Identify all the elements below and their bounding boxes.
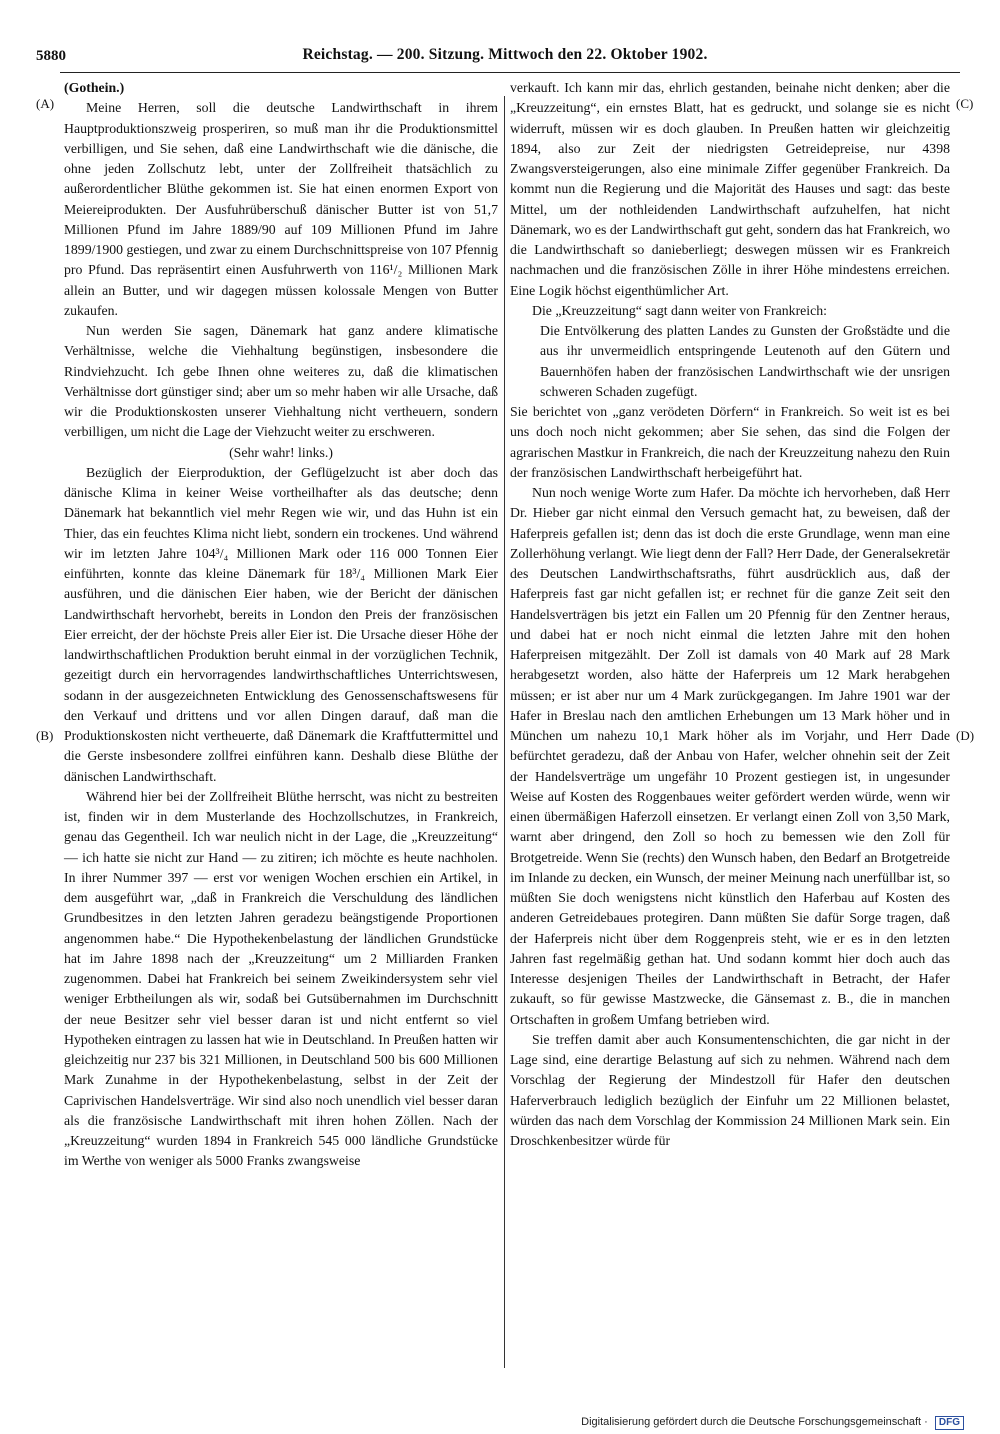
interjection: (Sehr wahr! links.)	[229, 444, 333, 460]
block-quote: Die Entvölkerung des platten Landes zu Gunsten der Großstädte und die aus ihr unvermeidlich entspringende Leutenoth auf den Gütern und Bauernhöfen haben der französischen Landwirthschaft wie der unsrigen schweren Schaden zugefügt.	[540, 323, 950, 399]
page-number: 5880	[36, 48, 66, 64]
right-column	[510, 78, 950, 1151]
paragraph: Meine Herren, soll die deutsche Landwirthschaft in ihrem Hauptproduktionszweig prosperiren, so muß man ihr die Produktionsmittel verbilligen, und Sie sehen, daß eine Landwirthschaft wie die dänische, die ohne jeden Zollschutz lebt, unter der Zollfreiheit thatsächlich zu außerordentlicher Blüthe gekommen ist. Sie hat einen enormen Export von Meiereiprodukten. Der Ausfuhrüberschuß dänischer Butter ist von 51,7 Millionen Pfund im Jahre 1889/90 auf 109 Millionen Pfund im Jahre 1899/1900 gestiegen, und zwar zu einem Durchschnittspreise von 107 Pfennig pro Pfund. Das repräsentirt einen Ausfuhrwerth von 116¹/₂ Millionen Mark allein an Butter, und wir dagegen müssen kolossale Mengen von Butter zukaufen.	[64, 100, 498, 318]
margin-mark-c: (C)	[956, 96, 974, 111]
margin-mark-b: (B)	[36, 728, 54, 743]
column-divider	[504, 96, 505, 1368]
running-head: Reichstag. — 200. Sitzung. Mittwoch den 22. Oktober 1902.	[302, 46, 708, 63]
paragraph: Während hier bei der Zollfreiheit Blüthe herrscht, was nicht zu bestreiten ist, finden wir in dem Musterlande des Hochzollschutzes, in Frankreich, genau das Gegentheil. Ich war neulich nicht in der Lage, die „Kreuzzeitung“ — ich hatte sie nicht zur Hand — zu zitiren; ich möchte es heute nachholen. In ihrer Nummer 397 — erst vor wenigen Wochen erschien ein Artikel, in dem ausgeführt war, „daß in Frankreich die Verschuldung des ländlichen Grundbesitzes in den letzten Jahren geradezu beängstigende Proportionen angenommen habe.“ Die Hypothekenbelastung der ländlichen Grundstücke hat im Jahre 1898 nach der „Kreuzzeitung“ um 2 Milliarden Franken zugenommen. Dabei hat Frankreich bei seinem Zweikindersystem sehr viel weniger Erbtheilungen als wir, sodaß bei Gutsübernahmen im Durchschnitt der neue Besitzer sehr viel besser daran ist und nicht entfernt so viel Hypotheken eintragen zu lassen hat wie in Deutschland. In Preußen hatten wir gleichzeitig nur 237 bis 321 Millionen, in Deutschland 500 bis 600 Millionen Mark Zunahme in der Hypothekenbelastung, selbst in der Zeit der Caprivischen Handelsverträge. Wir sind also noch unendlich viel besser daran als die französische Landwirthschaft mit ihren hohen Zöllen. Nach der „Kreuzzeitung“ wurden 1894 in Frankreich 545 000 ländliche Grundstücke im Werthe von weniger als 5000 Franks zwangsweise	[64, 788, 498, 1169]
margin-mark-a: (A)	[36, 96, 55, 111]
paragraph: Die „Kreuzzeitung“ sagt dann weiter von Frankreich:	[532, 302, 827, 318]
left-column	[64, 78, 498, 1172]
header-rule	[60, 72, 960, 73]
margin-mark-d: (D)	[956, 728, 975, 743]
paragraph: Bezüglich der Eierproduktion, der Geflügelzucht ist aber doch das dänische Klima in keiner Weise vortheilhafter als das deutsche; denn Dänemark hat bekanntlich viel mehr Regen wie wir, und das Huhn ist ein Thier, das ein feuchtes Klima nicht liebt, sondern ein trockenes. Und während wir im letzten Jahre 104³/₄ Millionen Mark oder 116 000 Tonnen Eier einführten, konnte das kleine Dänemark für 18³/₄ Millionen Mark Eier ausführen, und die dänischen Eier haben, wie der Bericht der dänischen Landwirthschaft hervorhebt, bereits in London den Preis der französischen Eier erreicht, der der höchste Preis aller Eier ist. Die Ursache dieser Höhe der landwirthschaftlichen Produktion beruht einmal in der vorzüglichen Technik, gezeitigt durch ein hervorragendes landwirthschaftliches Unterrichtswesen, sodann in der ausgezeichneten Entwicklung des Genossenschaftswesens für den Verkauf und drittens und vor allen Dingen darauf, daß man die Produktionskosten nicht vertheuerte, daß Dänemark die Kraftfuttermittel und die Gerste insbesondere zollfrei einführen kann. Deshalb diese Blüthe der dänischen Landwirthschaft.	[64, 464, 498, 784]
paragraph: verkauft. Ich kann mir das, ehrlich gestanden, beinahe nicht denken; aber die „Kreuzzeitung“, ein ernstes Blatt, hat es gedruckt, und solange sie es nicht widerruft, müssen wir es doch glauben. In Preußen hatten wir gleichzeitig 1894, also zur Zeit der niedrigsten Getreidepreise, nur 4398 Zwangsversteigerungen, also eine minimale Ziffer gegenüber Frankreich. Da kommt nun die Regierung und die Majorität des Hauses und sagt: das beste Mittel, um der nothleidenden Landwirthschaft aufzuhelfen, hat nicht Dänemark, wo es der Landwirthschaft gut geht, sondern das hat Frankreich, wo die Landwirthschaft so danieberliegt; deswegen müssen wir es Frankreich nachmachen und die französischen Zölle in ihrer Höhe mindestens erreichen. Eine Logik höchst eigenthümlicher Art.	[510, 80, 950, 298]
paragraph: Sie treffen damit aber auch Konsumentenschichten, die gar nicht in der Lage sind, eine derartige Belastung auf sich zu nehmen. Während nach dem Vorschlag der Regierung der Mindestzoll für Hafer den deutschen Haferverbrauch lediglich bezüglich der Einfuhr um 22 Millionen belastet, würden das nach dem Vorschlag der Kommission 24 Millionen Mark sein. Ein Droschkenbesitzer würde für	[510, 1031, 950, 1148]
digitization-credit	[581, 1416, 964, 1430]
paragraph: Nun noch wenige Worte zum Hafer. Da möchte ich hervorheben, daß Herr Dr. Hieber gar nicht einmal den Versuch gemacht hat, zu beweisen, daß der Haferpreis gefallen ist; denn das ist doch die erste Grundlage, wenn man eine Zollerhöhung verlangt. Wie liegt denn der Fall? Herr Dade, der Generalsekretär des Deutschen Landwirthschaftsraths, führt ausdrücklich aus, daß der Haferpreis fast gar nicht gefallen ist; er rechnet für die ganze Zeit seit den Handelsverträgen bis jetzt ein Fallen um 20 Pfennig für den Zentner heraus, und dabei hat er noch nicht einmal die letzten Jahre mit den hohen Haferpreisen mitgezählt. Der Zoll ist damals von 40 Mark auf 28 Mark herabgesetzt worden, also hätte der Haferpreis um 12 Mark herabgehen müssen; er ist aber nur um 4 Mark zurückgegangen. Im Jahre 1901 war der Hafer in Breslau nach den amtlichen Erhebungen um 13 Mark höher und in München um nahezu 10,1 Mark höher als im Vorjahr, und Herr Dade befürchtet geradezu, daß der Anbau von Hafer, welcher ohnehin seit der Zeit der Handelsverträge um ungefähr 10 Prozent gestiegen ist, in ungesunder Weise auf Kosten des Roggenbaues weiter gefördert werden würde, wenn wir einen übermäßigen Haferzoll einsetzen. Er verlangt einen Zoll von 3,50 Mark, warnt aber dringend, den Zoll so hoch zu bemessen wie den Zoll für Brotgetreide. Wenn Sie (rechts) den Wunsch haben, den Bedarf an Brotgetreide im Inlande zu decken, ein Wunsch, der meiner Meinung nach unerfüllbar ist, so müßten Sie doch wenigstens nicht künstlich den Haferbau auf Kosten des anderen Getreidebaues protegiren. Dann müßten Sie dafür Sorge tragen, daß der Haferpreis nicht über dem Roggenpreis steht, wie er es in den letzten Jahren fast regelmäßig gethan hat. Und sodann kommt hier doch auch das Interesse desjenigen Theiles der Landwirthschaft in Betracht, der Hafer zukauft, so für gewisse Mastzwecke, die Gänsemast z. B., die in manchen Ortschaften in großem Umfang betrieben wird.	[510, 485, 950, 1027]
speaker-name: (Gothein.)	[64, 80, 125, 95]
dfg-logo-icon: DFG	[935, 1416, 964, 1430]
paragraph: Nun werden Sie sagen, Dänemark hat ganz andere klimatische Verhältnisse, welche die Viehhaltung begünstigen, insbesondere die Rindviehzucht. Ich gebe Ihnen ohne weiteres zu, daß die klimatischen Verhältnisse dort günstiger sind; aber um so mehr haben wir alle Ursache, daß wir die Produktionskosten unserer Viehhaltung nicht vertheuern, sondern verbilligen, um nicht die Lage der Viehzucht weiter zu erschweren.	[64, 323, 498, 440]
paragraph: Sie berichtet von „ganz verödeten Dörfern“ in Frankreich. So weit ist es bei uns doch noch nicht gekommen; aber Sie sehen, das sind die Folgen der agrarischen Mastkur in Frankreich, die nach der Kreuzzeitung nahezu den Ruin der französischen Landwirthschaft herbeigeführt hat.	[510, 404, 950, 480]
credit-text: Digitalisierung gefördert durch die Deutsche Forschungsgemeinschaft ·	[581, 1416, 928, 1428]
